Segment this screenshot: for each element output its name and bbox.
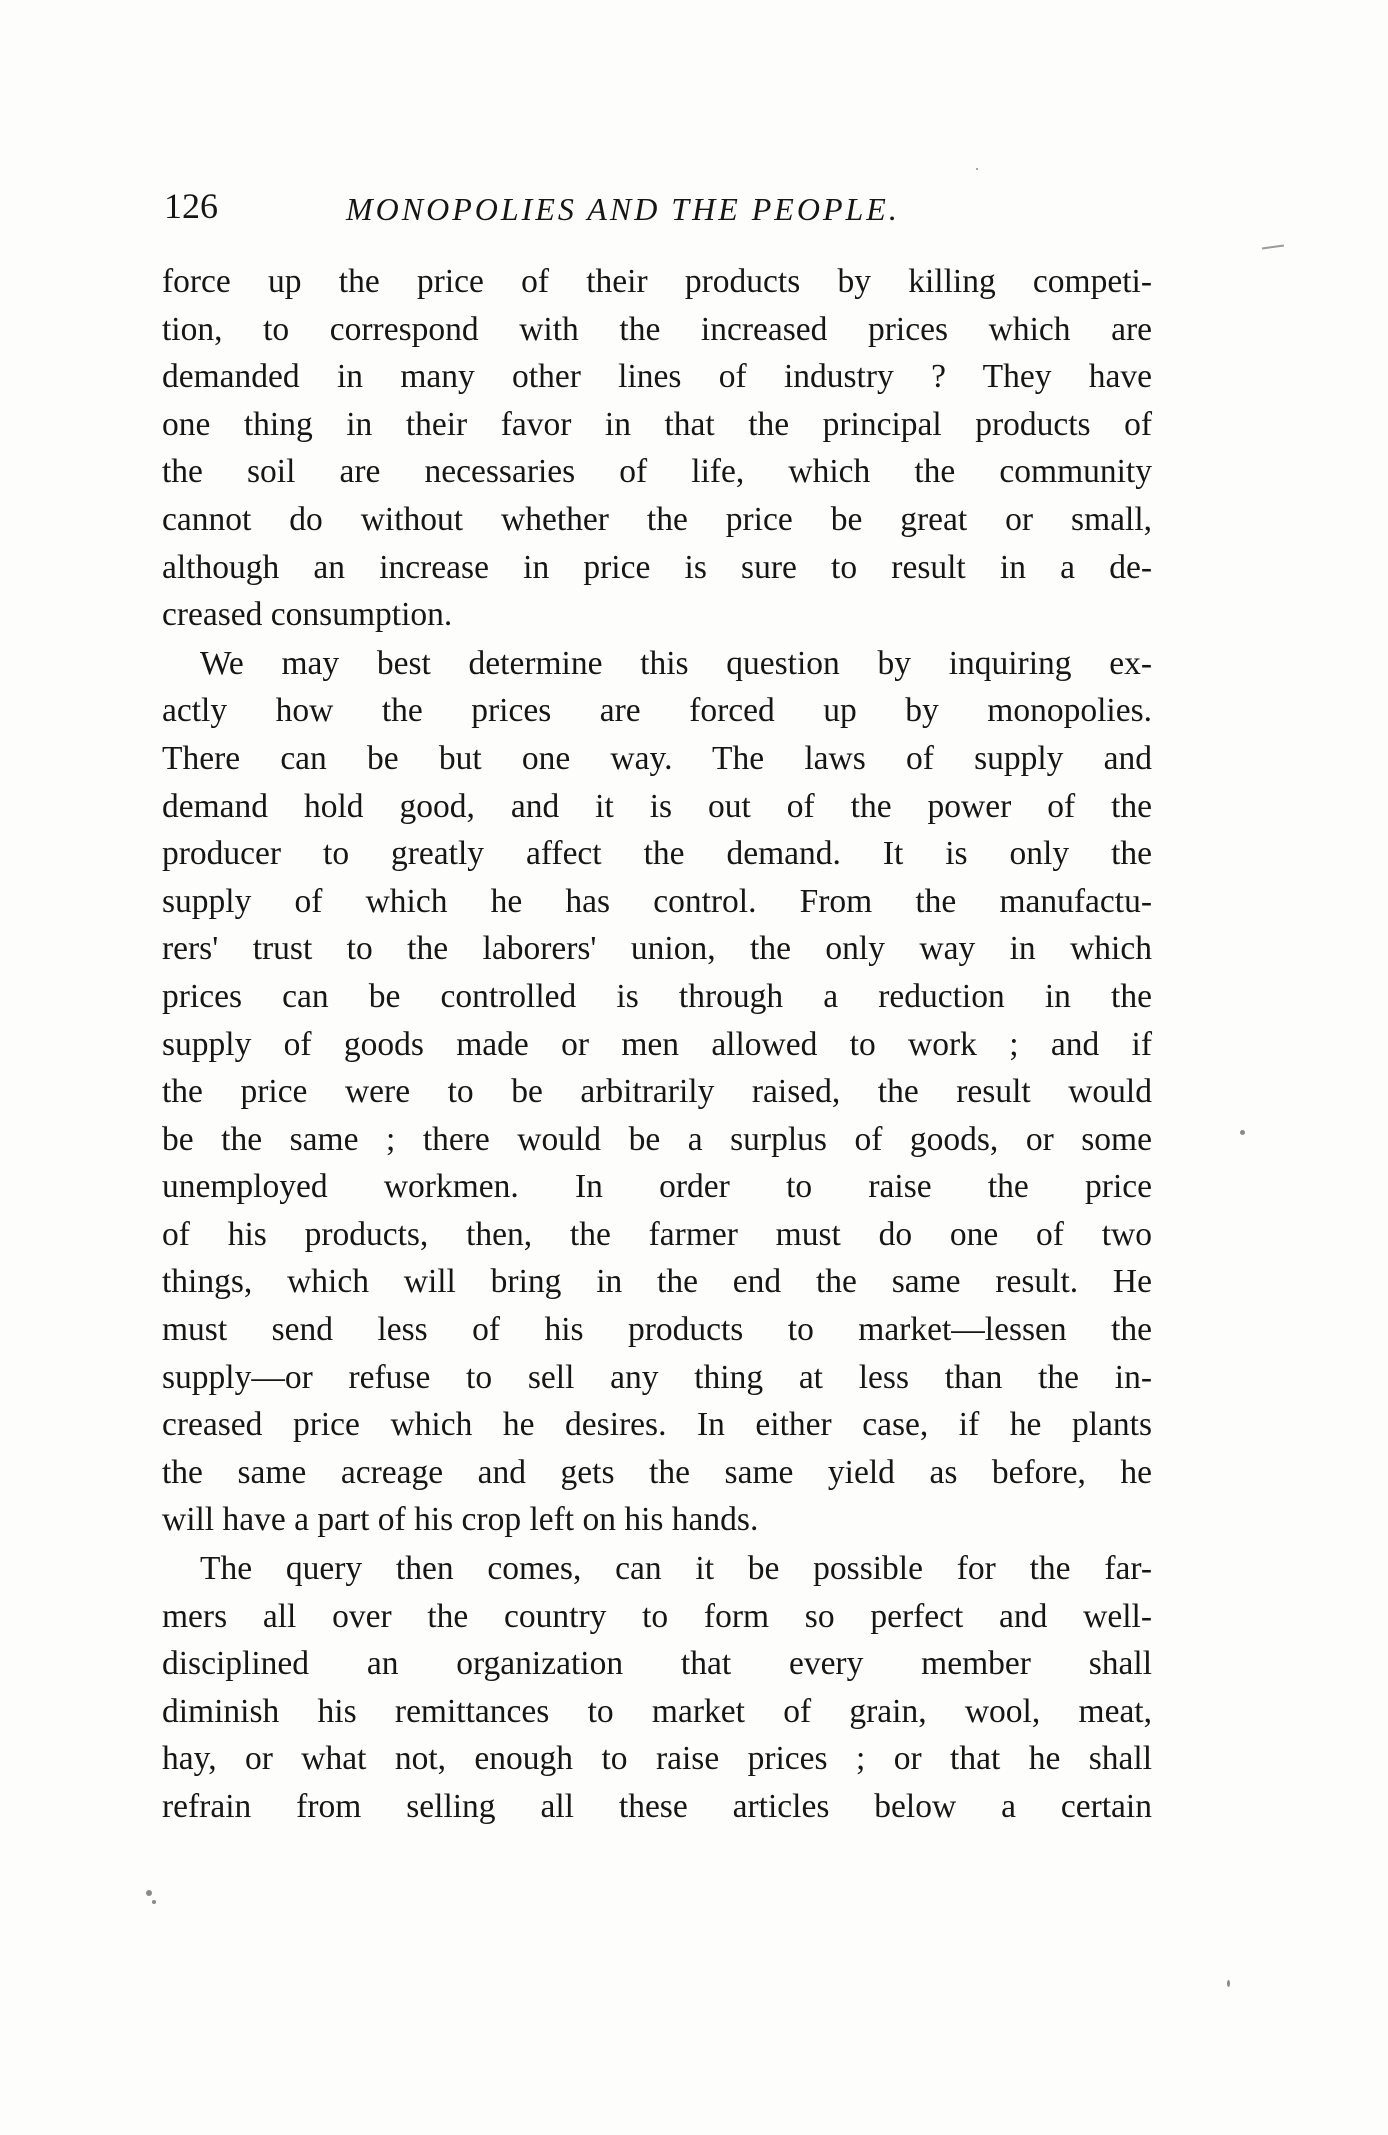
text-line: creased consumption. xyxy=(162,596,453,634)
text-line: will have a part of his crop left on his hands. xyxy=(162,1501,759,1539)
text-line: the same acreage and gets the same yield as before, he xyxy=(162,1453,1152,1491)
text-line: actly how the prices are forced up by monopolies. xyxy=(162,692,1152,730)
text-line: things, which will bring in the end the same result. He xyxy=(162,1263,1152,1301)
text-line: demanded in many other lines of industry ? They have xyxy=(162,358,1152,396)
scan-speck xyxy=(1240,1130,1245,1135)
scan-speck xyxy=(1227,1980,1230,1987)
paragraph xyxy=(162,258,1152,639)
page-header xyxy=(162,186,1152,236)
running-title: MONOPOLIES AND THE PEOPLE. xyxy=(346,191,900,227)
scan-mark xyxy=(1262,244,1284,249)
text-line: refrain from selling all these articles below a certain xyxy=(162,1788,1152,1825)
paragraph xyxy=(162,640,1152,1544)
text-line: tion, to correspond with the increased prices which are xyxy=(162,310,1152,348)
text-line: mers all over the country to form so perfect and well- xyxy=(162,1597,1152,1635)
text-line: producer to greatly affect the demand. It is only the xyxy=(162,835,1152,873)
text-line: supply of which he has control. From the manufactu- xyxy=(162,882,1152,920)
text-line: diminish his remittances to market of grain, wool, meat, xyxy=(162,1692,1152,1730)
text-line: must send less of his products to market—lessen the xyxy=(162,1311,1152,1349)
text-line: force up the price of their products by killing competi- xyxy=(162,263,1152,300)
paragraph xyxy=(162,1545,1152,1831)
text-line: The query then comes, can it be possible for the far- xyxy=(200,1550,1152,1588)
text-line: unemployed workmen. In order to raise the price xyxy=(162,1168,1152,1206)
body-text xyxy=(162,258,1152,1831)
text-line: We may best determine this question by inquiring ex- xyxy=(200,644,1152,682)
text-line: rers' trust to the laborers' union, the only way in which xyxy=(162,930,1152,968)
text-line: disciplined an organization that every member shall xyxy=(162,1645,1152,1683)
text-line: of his products, then, the farmer must do one of two xyxy=(162,1215,1152,1253)
text-line: one thing in their favor in that the principal products of xyxy=(162,405,1152,443)
text-line: although an increase in price is sure to result in a de- xyxy=(162,548,1152,586)
text-line: hay, or what not, enough to raise prices ; or that he shall xyxy=(162,1740,1152,1778)
scan-speck xyxy=(146,1890,152,1896)
text-line: creased price which he desires. In either case, if he plants xyxy=(162,1406,1152,1444)
text-line: cannot do without whether the price be great or small, xyxy=(162,500,1152,538)
page-number: 126 xyxy=(164,186,218,226)
text-line: demand hold good, and it is out of the power of the xyxy=(162,787,1152,825)
text-line: prices can be controlled is through a reduction in the xyxy=(162,977,1152,1015)
text-line: be the same ; there would be a surplus of goods, or some xyxy=(162,1120,1152,1158)
text-line: supply—or refuse to sell any thing at less than the in- xyxy=(162,1358,1152,1396)
scan-speck xyxy=(152,1900,156,1904)
book-page xyxy=(162,186,1152,1831)
text-line: supply of goods made or men allowed to work ; and if xyxy=(162,1025,1152,1063)
text-line: There can be but one way. The laws of supply and xyxy=(162,739,1152,777)
text-line: the price were to be arbitrarily raised, the result would xyxy=(162,1073,1152,1111)
scan-speck xyxy=(976,168,978,170)
text-line: the soil are necessaries of life, which the community xyxy=(162,453,1152,491)
